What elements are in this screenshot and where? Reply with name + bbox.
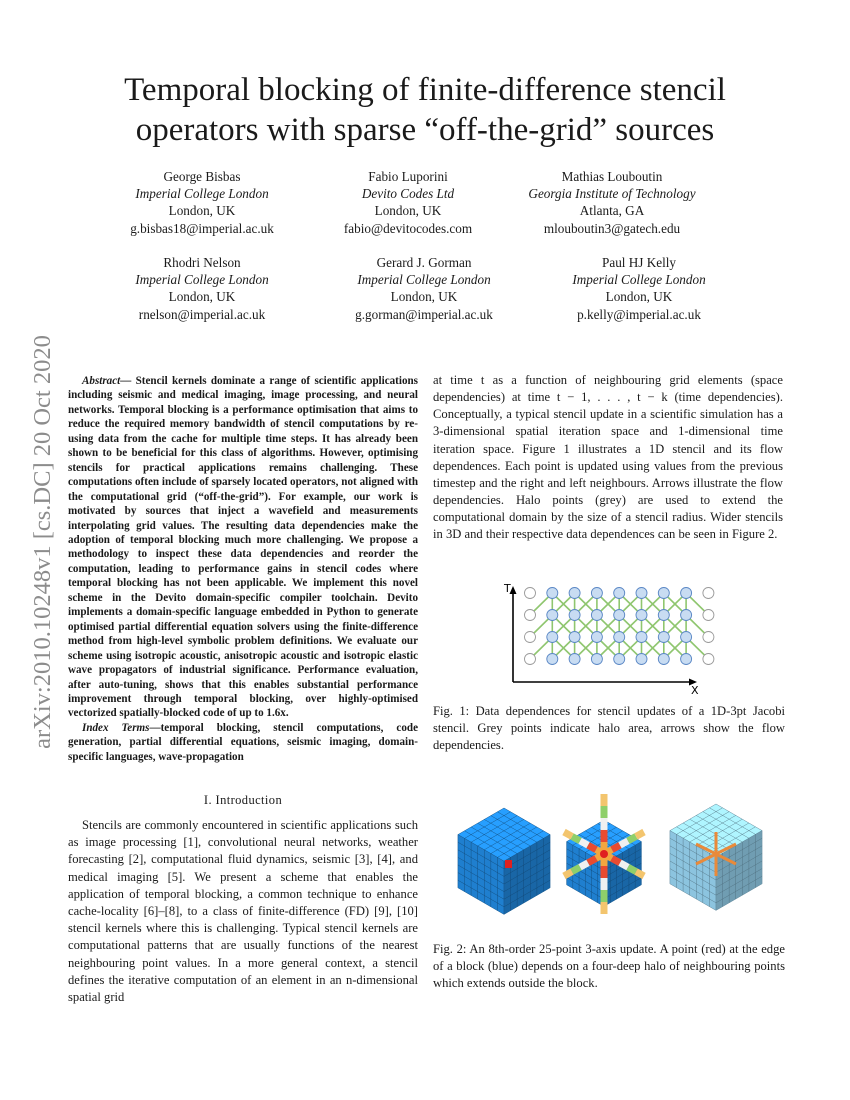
author-location: London, UK [168,289,236,305]
grid-point [614,588,625,599]
abstract-label: Abstract— [82,375,132,387]
stencil-arm-cell [636,872,644,876]
stencil-arm-cell [580,841,588,845]
dependency-arrows [534,597,704,655]
stencil-arm-cell [636,832,644,836]
stencil-arm-cell [564,832,572,836]
author-name: Paul HJ Kelly [602,255,676,270]
halo-stencil-cube [564,794,644,914]
dependency-arrow [534,597,548,611]
figure-1-stencil-diagram [495,578,725,696]
stencil-arm-cell [628,836,636,840]
stencil-arm-cell [572,836,580,840]
author-location: London, UK [374,203,442,219]
abstract-text: Stencil kernels dominate a range of scientific applications including seismic and medical imaging, image processing, and neural networks. Temporal blocking is a performance optimisation that aims to reduce the required memory bandwidth of stencil computations by re-using data from the cache for multiple time steps. It has already been shown to be beneficial for this class of algorithms. However, optimising stencils for practical applications remains challenging. These computations often include of sparsely located operators, not aligned with the computational grid (“off-the-grid”). For example, our work is motivated by sources that inject a wavefield and measurements interpolating grid values. The resulting data dependencies make the adoption of temporal blocking much more challenging. We propose a methodology to inspect these data dependencies and reorder the computation, leading to performance gains in stencil codes where temporal blocking has not been applicable. We implement this novel scheme in the Devito domain-specific compiler toolchain. Devito implements a domain-specific language embedded in Python to generate optimised partial differential equation solvers using the finite-difference method from high-level symbolic problem definitions. We evaluate our scheme using isotropic acoustic, anisotropic acoustic and isotropic elastic wave propagators of industrial significance. Performance evaluation, after auto-tuning, shows that this enables substantial performance improvement through temporal blocking, over highly-optimised vectorized spatially-blocked code of up to 1.6x. [68,375,418,720]
stencil-arm-cell [612,845,620,849]
grid-point [681,654,692,665]
dependency-arrow [534,619,548,633]
halo-point [703,610,714,621]
grid-point [614,610,625,621]
halo-point [703,632,714,643]
author-affiliation: Imperial College London [357,272,491,288]
paper-title: Temporal blocking of finite-difference stencil operators with sparse “off-the-grid” sources [124,72,726,148]
grid-point [614,632,625,643]
grid-point [569,632,580,643]
author-name: George Bisbas [163,169,241,184]
dependency-arrow [690,641,704,655]
stencil-arm-cell [628,867,636,871]
stencil-arm-cell [612,858,620,862]
grid-point [569,654,580,665]
t-axis-label: T [504,582,511,595]
halo-point [703,654,714,665]
author-location: London, UK [168,203,236,219]
center-point [600,850,608,858]
intro-paragraph: Stencils are commonly encountered in scientific applications such as image processing [1], convolutional neural networks, weather forecasting [2], computational fluid dynamics, seismic [3], [4], and medical imaging [5]. We present a scheme that enables the application of temporal blocking, a common technique to enhance cache-locality [6]–[8], to a class of finite-difference (FD) [9], [10] stencil kernels where this is challenging. Typical stencil kernels are computational patterns that are usually functions of the nearest neighbouring point values. In a more general context, a stencil defines the iterative computation of an element in an n-dimensional spatial grid [68,818,418,1005]
author-affiliation: Devito Codes Ltd [361,186,455,202]
abstract [68,374,418,764]
grid-point [681,632,692,643]
stencil-arm-cell [564,872,572,876]
red-point [505,860,512,868]
author-affiliation: Georgia Institute of Technology [528,186,696,202]
grid-point [547,654,558,665]
author-email: mlouboutin3@gatech.edu [543,220,681,236]
stencil-arm-cell [588,845,596,849]
grid-point [569,610,580,621]
grid-point [636,632,647,643]
stencil-arm-cell [588,858,596,862]
grid-point [591,588,602,599]
dependency-arrow [690,597,704,611]
grid-point [591,654,602,665]
body-paragraph: at time t as a function of neighbouring grid elements (space dependencies) at time t − 1, . . . , t − k (time dependencies). Conceptually, a typical stencil update in a scientific simulation has a 3-dimensional spatial iteration space and 1-dimensional time iteration space. Figure 1 illustrates a 1D stencil and its flow dependences. Each point is updated using values from the previous timestep and the right and left neighbours. Arrows illustrate the flow dependencies. Halo points (grey) are used to extend the computational domain by the size of a stencil radius. Wider stencils in 3D and their respective data dependences can be seen in Figure 2. [433,373,783,542]
grid-point [636,610,647,621]
author-block [92,168,312,237]
halo-point [525,610,536,621]
abstract-paragraph [68,374,418,721]
stencil-arm-cell [620,841,628,845]
author-location: Atlanta, GA [579,203,645,219]
author-name: Fabio Luporini [368,169,448,184]
grid-point [591,610,602,621]
grid-point [658,588,669,599]
author-email: fabio@devitocodes.com [343,220,473,236]
grid-point [569,588,580,599]
grid-point [658,610,669,621]
grid-point [658,654,669,665]
grid-point [547,588,558,599]
grid-point [681,610,692,621]
index-terms-text: —temporal blocking, stencil computations, code generation, partial differential equations, seismic imaging, domain-specific languages, wave-propagation [68,721,418,763]
grid-point [547,632,558,643]
translucent-halo-cube [670,804,762,910]
author-email: rnelson@imperial.ac.uk [138,306,266,322]
stencil-arm-cell [572,867,580,871]
figure-1-caption: Fig. 1: Data dependences for stencil updates of a 1D-3pt Jacobi stencil. Grey points indicate halo area, arrows show the flow dependencies. [433,704,785,753]
halo-point [703,588,714,599]
author-email: g.bisbas18@imperial.ac.uk [130,220,274,236]
grid-point [636,588,647,599]
dependency-arrow [534,641,548,655]
grid-point [614,654,625,665]
grid-point [547,610,558,621]
author-block [502,168,722,237]
halo-point [525,632,536,643]
halo-point [525,588,536,599]
author-block [298,168,518,237]
stencil-arm-cell [580,863,588,867]
figure-2-caption: Fig. 2: An 8th-order 25-point 3-axis update. A point (red) at the edge of a block (blue) depends on a four-deep halo of neighbouring points which extends outside the block. [433,942,785,991]
x-axis-label: X [691,684,699,696]
author-location: London, UK [390,289,458,305]
blue-block-cube [458,808,550,914]
author-email: g.gorman@imperial.ac.uk [355,306,493,322]
author-name: Rhodri Nelson [163,255,241,270]
halo-point [525,654,536,665]
author-block [314,254,534,323]
author-block [529,254,749,323]
author-block [92,254,312,323]
author-email: p.kelly@imperial.ac.uk [577,306,701,322]
grid-point [591,632,602,643]
stencil-arm-cell [620,863,628,867]
author-name: Mathias Louboutin [561,169,663,184]
grid-point [681,588,692,599]
author-affiliation: Imperial College London [135,272,269,288]
figure-2-3d-stencil-cubes [448,792,788,930]
author-location: London, UK [605,289,673,305]
index-terms-label: Index Terms [82,721,150,734]
author-affiliation: Imperial College London [135,186,269,202]
author-name: Gerard J. Gorman [376,255,472,270]
grid-point [636,654,647,665]
arxiv-identifier: arXiv:2010.10248v1 [cs.DC] 20 Oct 2020 [29,335,56,749]
dependency-arrow [690,619,704,633]
author-affiliation: Imperial College London [572,272,706,288]
grid-point [658,632,669,643]
index-terms [68,721,418,764]
section-heading: I. Introduction [203,793,283,807]
